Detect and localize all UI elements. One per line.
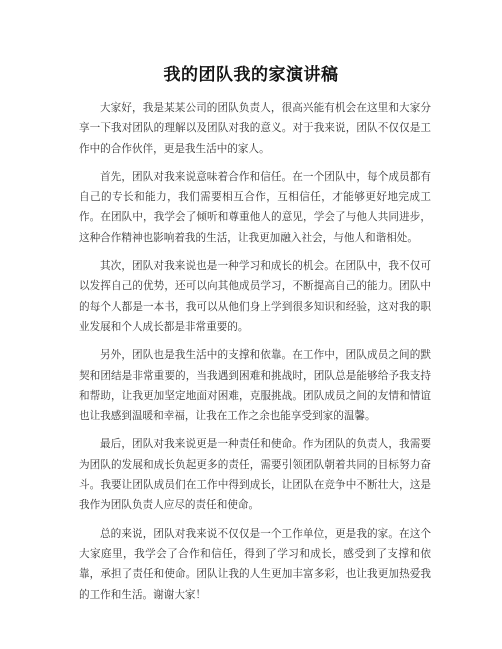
- document-title: 我的团队我的家演讲稿: [163, 65, 339, 85]
- paragraph-3: 其次，团队对我来说也是一种学习和成长的机会。在团队中，我不仅可以发挥自己的优势，还可以向其他成员学习，不断提高自己的能力。团队中的每个人都是一本书，我可以从他们身上学到很多知识和经验，这对我的职业发展和个人成长都是非常重要的。: [79, 260, 431, 333]
- paragraph-4: 另外，团队也是我生活中的支撑和依靠。在工作中，团队成员之间的默契和团结是非常重要的，当我遇到困难和挑战时，团队总是能够给予我支持和帮助，让我更加坚定地面对困难，克服挑战。团队成员之间的友情和情谊也让我感到温暖和幸福，让我在工作之余也能享受到家的温馨。: [79, 349, 431, 423]
- paragraph-1: 大家好，我是某某公司的团队负责人，很高兴能有机会在这里和大家分享一下我对团队的理解以及团队对我的意义。对于我来说，团队不仅仅是工作中的合作伙伴，更是我生活中的家人。: [79, 102, 431, 155]
- document-body: [79, 98, 431, 613]
- paragraph-2: 首先，团队对我来说意味着合作和信任。在一个团队中，每个成员都有自己的专长和能力，我们需要相互合作，互相信任，才能够更好地完成工作。在团队中，我学会了倾听和尊重他人的意见，学会了与他人共同进步，这种合作精神也影响着我的生活，让我更加融入社会，与他人和谐相处。: [79, 170, 431, 244]
- paragraph-5: 最后，团队对我来说更是一种责任和使命。作为团队的负责人，我需要为团队的发展和成长负起更多的责任，需要引领团队朝着共同的目标努力奋斗。我要让团队成员们在工作中得到成长，让团队在竞争中不断壮大，这是我作为团队负责人应尽的责任和使命。: [79, 438, 431, 512]
- paragraph-6: 总的来说，团队对我来说不仅仅是一个工作单位，更是我的家。在这个大家庭里，我学会了合作和信任，得到了学习和成长，感受到了支撑和依靠，承担了责任和使命。团队让我的人生更加丰富多彩，也让我更加热爱我的工作和生活。谢谢大家！: [79, 527, 431, 601]
